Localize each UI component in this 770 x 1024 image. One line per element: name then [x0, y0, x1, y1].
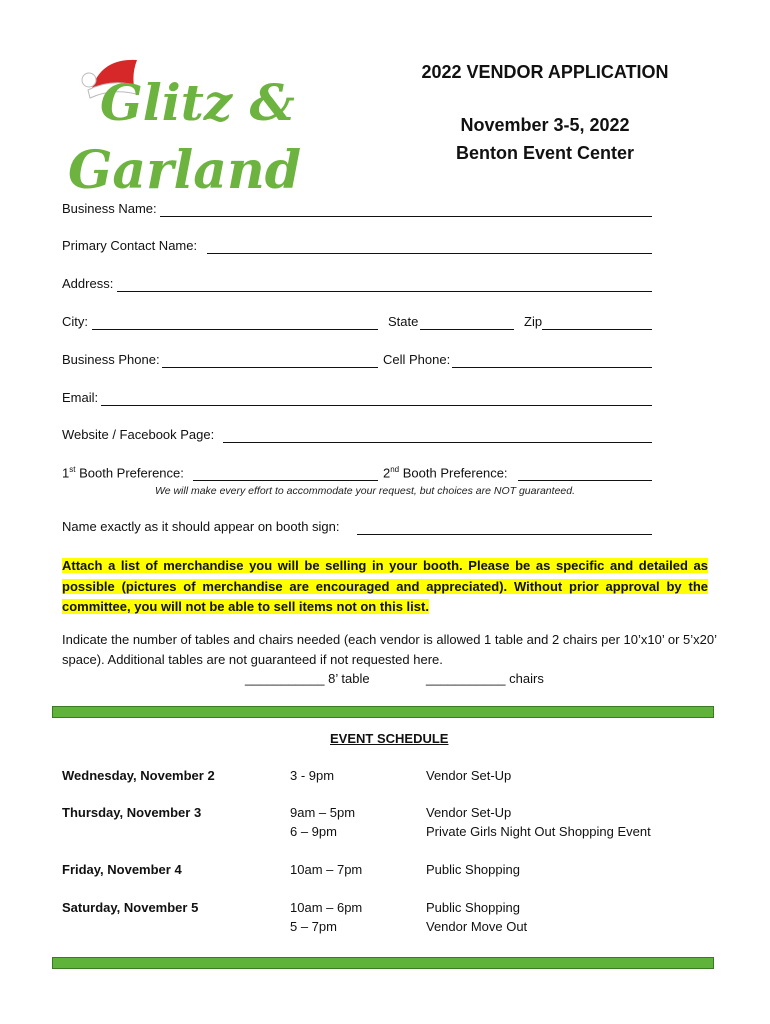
booth-preference-2-field[interactable]: [518, 480, 652, 481]
schedule-day: Friday, November 4: [62, 862, 182, 877]
schedule-time: 5 – 7pm: [290, 919, 337, 934]
schedule-heading: EVENT SCHEDULE: [330, 731, 449, 746]
schedule-event: Public Shopping: [426, 862, 520, 877]
divider-bar-top: [52, 706, 714, 718]
event-venue: Benton Event Center: [455, 143, 635, 163]
cell-phone-field[interactable]: [452, 367, 652, 368]
booth-preference-1-label: 1st Booth Preference:: [62, 465, 184, 481]
state-label: State: [388, 314, 419, 329]
business-name-label: Business Name:: [62, 201, 157, 216]
website-label: Website / Facebook Page:: [62, 427, 215, 442]
address-field[interactable]: [117, 291, 652, 292]
schedule-time: 9am – 5pm: [290, 805, 356, 820]
merchandise-notice: Attach a list of merchandise you will be selling in your booth. Please be as specific and detailed as possible (pictures of merchandise are encouraged and appreciated). Without prior approval by the committee, you will not be able to sell items not on this list.: [62, 558, 708, 614]
state-field[interactable]: [420, 329, 514, 330]
schedule-time: 3 - 9pm: [290, 768, 335, 783]
schedule-event: Vendor Set-Up: [426, 805, 512, 820]
schedule-event: Vendor Move Out: [426, 919, 528, 934]
booth-sign-label: Name exactly as it should appear on booth sign:: [62, 519, 340, 534]
website-field[interactable]: [223, 442, 652, 443]
logo-line-1: Glitz &: [100, 73, 295, 132]
business-phone-label: Business Phone:: [62, 352, 160, 367]
schedule-day: Thursday, November 3: [62, 805, 202, 820]
booth-preference-2-label: 2nd Booth Preference:: [383, 465, 508, 481]
primary-contact-label: Primary Contact Name:: [62, 238, 198, 253]
logo-line-2: Garland: [68, 140, 302, 201]
address-label: Address:: [62, 276, 114, 291]
booth-note: We will make every effort to accommodate your request, but choices are NOT guaranteed.: [155, 485, 575, 497]
schedule-time: 10am – 7pm: [290, 862, 363, 877]
primary-contact-field[interactable]: [207, 253, 652, 254]
schedule-event: Vendor Set-Up: [426, 768, 512, 783]
business-name-field[interactable]: [160, 216, 652, 217]
schedule-event: Public Shopping: [426, 900, 520, 915]
schedule-time: 10am – 6pm: [290, 900, 363, 915]
schedule-day: Saturday, November 5: [62, 900, 199, 915]
event-dates: November 3-5, 2022: [460, 115, 630, 135]
email-field[interactable]: [101, 405, 652, 406]
business-phone-field[interactable]: [162, 367, 378, 368]
glitz-garland-logo: [62, 48, 302, 201]
cell-phone-label: Cell Phone:: [383, 352, 451, 367]
tables-instructions: Indicate the number of tables and chairs needed (each vendor is allowed 1 table and 2 chairs per 10’x10’ or 5’x20’ space). Additional tables are not guaranteed if not requested here.: [62, 632, 717, 667]
city-label: City:: [62, 314, 88, 329]
schedule-time: 6 – 9pm: [290, 824, 337, 839]
table-count-field[interactable]: ___________ 8’ table: [245, 671, 370, 686]
zip-label: Zip: [524, 314, 543, 329]
zip-field[interactable]: [542, 329, 652, 330]
divider-bar-bottom: [52, 957, 714, 969]
email-label: Email:: [62, 390, 99, 405]
booth-preference-1-field[interactable]: [193, 480, 378, 481]
booth-sign-field[interactable]: [357, 534, 652, 535]
schedule-day: Wednesday, November 2: [62, 768, 215, 783]
form-title: 2022 VENDOR APPLICATION: [421, 62, 669, 82]
city-field[interactable]: [92, 329, 378, 330]
chair-count-field[interactable]: ___________ chairs: [426, 671, 544, 686]
schedule-event: Private Girls Night Out Shopping Event: [426, 824, 651, 839]
